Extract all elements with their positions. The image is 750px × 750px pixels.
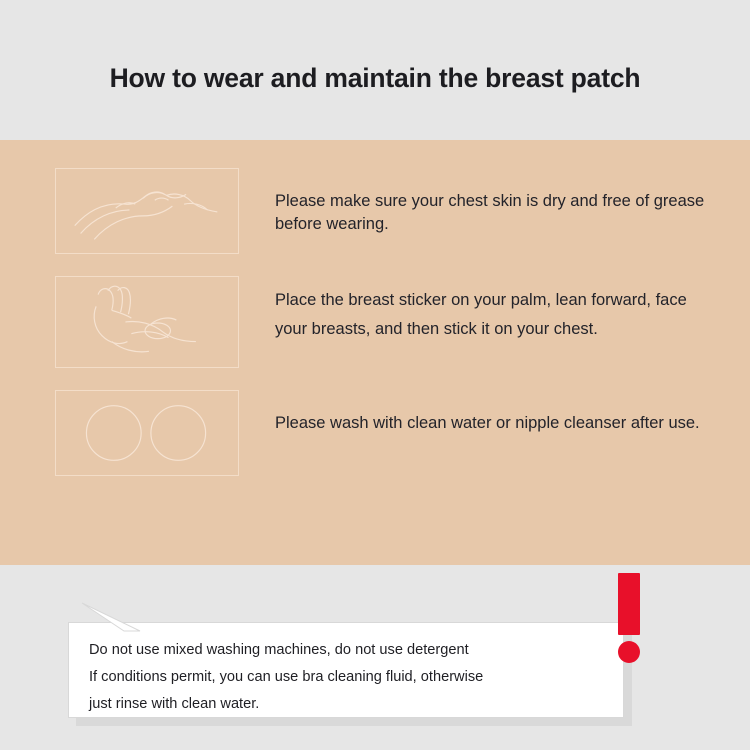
step-text: Please wash with clean water or nipple cleanser after use. xyxy=(275,414,700,432)
exclamation-mark-icon xyxy=(616,573,642,663)
header xyxy=(0,0,750,140)
note-box xyxy=(68,622,624,718)
step-text: Please make sure your chest skin is dry and free of grease before wearing. xyxy=(275,192,705,233)
hand-holding-patch-illustration xyxy=(55,276,239,368)
footer-note-area xyxy=(0,565,750,750)
page-title: How to wear and maintain the breast patch xyxy=(109,62,641,93)
step-text: Place the breast sticker on your palm, lean forward, face your breasts, and then stick it on your chest. xyxy=(275,291,687,338)
callout-tail xyxy=(78,595,148,635)
note-line: If conditions permit, you can use bra cleaning fluid, otherwise xyxy=(89,668,484,685)
steps-panel xyxy=(0,140,750,565)
step-item xyxy=(0,168,750,254)
note-line: just rinse with clean water. xyxy=(89,695,260,712)
step-item xyxy=(0,276,750,368)
note-line: Do not use mixed washing machines, do not use detergent xyxy=(89,642,469,658)
step-item xyxy=(0,390,750,476)
two-circular-patches-illustration xyxy=(55,390,239,476)
hands-cleaning-chest-illustration xyxy=(55,168,239,254)
